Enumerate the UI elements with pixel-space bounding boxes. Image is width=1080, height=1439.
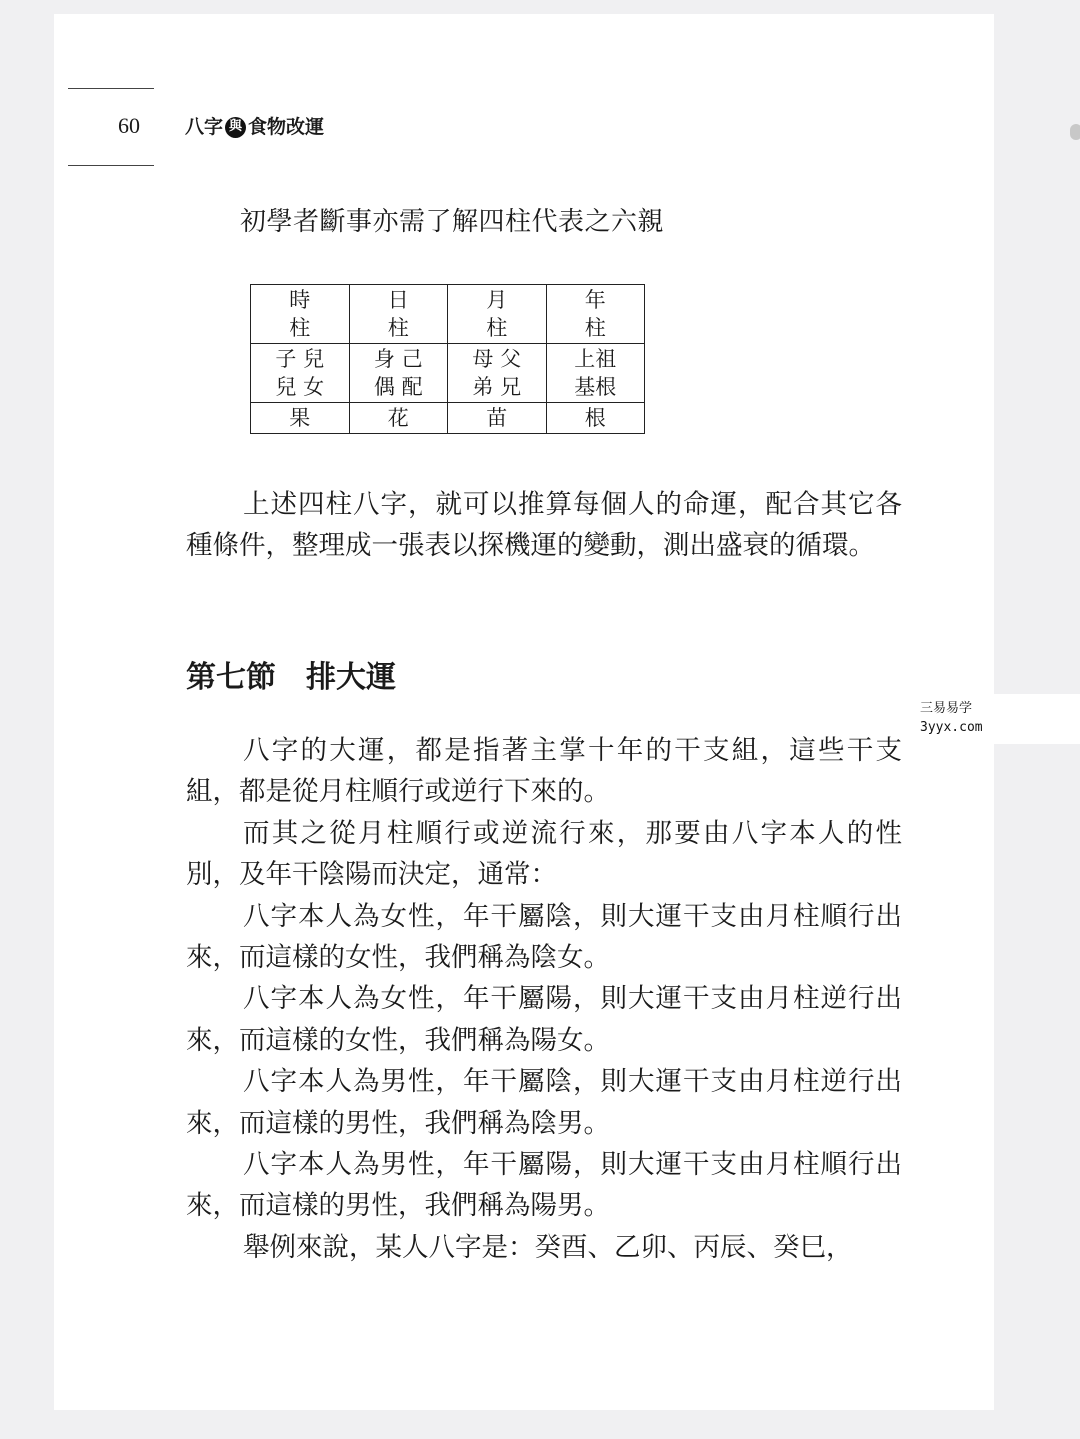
paragraph: 而其之從月柱順行或逆流行來，那要由八字本人的性別，及年干陰陽而決定，通常：	[186, 817, 902, 891]
book-title	[185, 114, 324, 140]
table-cell: 身 己 偶 配	[349, 344, 448, 403]
paragraph: 八字本人為男性，年干屬陰，則大運干支由月柱逆行出來，而這樣的男性，我們稱為陰男。	[186, 1066, 902, 1139]
section-heading: 第七節 排大運	[186, 660, 396, 695]
scrollbar-handle[interactable]	[1070, 124, 1080, 140]
table-cell: 日 柱	[349, 285, 448, 344]
paragraph: 上述四柱八字，就可以推算每個人的命運，配合其它各種條件，整理成一張表以探機運的變動，測出盛衰的循環。	[186, 489, 902, 562]
table-cell: 上祖 基根	[546, 344, 645, 403]
paragraph: 八字的大運，都是指著主掌十年的干支組，這些干支組，都是從月柱順行或逆行下來的。	[186, 735, 902, 808]
paragraph: 舉例來說，某人八字是：癸酉、乙卯、丙辰、癸巳，	[242, 1231, 853, 1263]
table-cell: 果	[251, 403, 350, 434]
table-row	[251, 285, 645, 344]
table-row	[251, 344, 645, 403]
section-body	[186, 730, 902, 1268]
book-title-part1: 八字	[185, 116, 224, 138]
book-page	[54, 14, 994, 1410]
table-cell: 子 兒 兒 女	[251, 344, 350, 403]
table-cell: 月 柱	[448, 285, 547, 344]
table-row	[251, 403, 645, 434]
book-title-circle-char: 與	[225, 117, 246, 138]
paragraph: 八字本人為女性，年干屬陰，則大運干支由月柱順行出來，而這樣的女性，我們稱為陰女。	[186, 900, 902, 974]
intro-line: 初學者斷事亦需了解四柱代表之六親	[240, 207, 665, 237]
watermark-line1: 三易易学	[920, 701, 973, 716]
header-rule-bottom	[68, 165, 154, 166]
paragraph: 八字本人為女性，年干屬陽，則大運干支由月柱逆行出來，而這樣的女性，我們稱為陽女。	[186, 983, 902, 1056]
paragraph-1	[186, 484, 902, 567]
watermark	[912, 694, 1080, 744]
watermark-line2: 3yyx.com	[920, 720, 983, 735]
page-number: 60	[118, 113, 140, 138]
table-cell: 母 父 弟 兄	[448, 344, 547, 403]
table-cell: 年 柱	[546, 285, 645, 344]
six-relations-table	[250, 284, 645, 434]
table-cell: 花	[349, 403, 448, 434]
table-cell: 苗	[448, 403, 547, 434]
header-rule-top	[68, 88, 154, 89]
table-cell: 根	[546, 403, 645, 434]
paragraph: 八字本人為男性，年干屬陽，則大運干支由月柱順行出來，而這樣的男性，我們稱為陽男。	[186, 1149, 902, 1222]
table-cell: 時 柱	[251, 285, 350, 344]
book-title-part2: 食物改運	[248, 116, 325, 138]
